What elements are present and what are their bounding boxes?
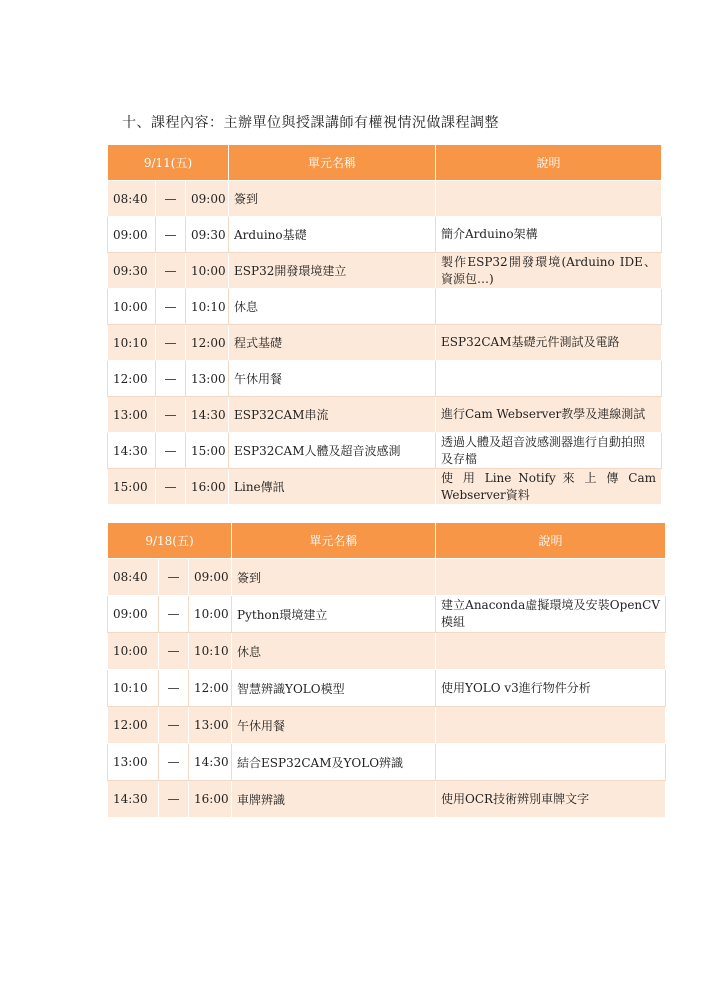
time-dash: — — [156, 469, 186, 505]
description — [436, 744, 666, 781]
description: 簡介Arduino架構 — [436, 217, 662, 253]
time-dash: — — [156, 289, 186, 325]
time-dash: — — [156, 397, 186, 433]
table-row — [108, 217, 662, 253]
time-dash: — — [159, 707, 189, 744]
table-row — [108, 397, 662, 433]
description: ESP32CAM基礎元件測試及電路 — [436, 325, 662, 361]
time-dash: — — [156, 181, 186, 217]
end-time: 09:30 — [186, 217, 229, 253]
start-time: 08:40 — [108, 559, 159, 596]
section-heading: 十、課程內容：主辦單位與授課講師有權視情況做課程調整 — [122, 115, 499, 131]
description — [436, 633, 666, 670]
end-time: 10:10 — [189, 633, 232, 670]
end-time: 10:00 — [186, 253, 229, 289]
end-time: 10:10 — [186, 289, 229, 325]
description: 使用OCR技術辨別車牌文字 — [436, 781, 666, 818]
table-row — [108, 559, 666, 596]
end-time: 12:00 — [189, 670, 232, 707]
unit-name: 午休用餐 — [232, 707, 436, 744]
unit-name: 智慧辨識YOLO模型 — [232, 670, 436, 707]
end-time: 16:00 — [189, 781, 232, 818]
time-dash: — — [156, 253, 186, 289]
time-dash: — — [159, 633, 189, 670]
start-time: 14:30 — [108, 433, 156, 469]
table-row — [108, 633, 666, 670]
table-row — [108, 469, 662, 505]
time-dash: — — [156, 361, 186, 397]
unit-name: 休息 — [229, 289, 436, 325]
unit-name: ESP32開發環境建立 — [229, 253, 436, 289]
table-row — [108, 325, 662, 361]
unit-name: Arduino基礎 — [229, 217, 436, 253]
description: 進行Cam Webserver教學及連線測試 — [436, 397, 662, 433]
unit-name: 程式基礎 — [229, 325, 436, 361]
unit-name: 簽到 — [232, 559, 436, 596]
description: 使 用 Line Notify 來 上 傳 Cam Webserver資料 — [436, 469, 662, 505]
start-time: 10:10 — [108, 670, 159, 707]
start-time: 08:40 — [108, 181, 156, 217]
description: 透過人體及超音波感測器進行自動拍照及存檔 — [436, 433, 662, 469]
description-header: 說明 — [436, 523, 666, 559]
unit-name-header: 單元名稱 — [229, 145, 436, 181]
unit-name: 簽到 — [229, 181, 436, 217]
table-row — [108, 744, 666, 781]
date-header: 9/11(五) — [108, 145, 229, 181]
start-time: 14:30 — [108, 781, 159, 818]
time-dash: — — [159, 781, 189, 818]
table-row — [108, 181, 662, 217]
description — [436, 181, 662, 217]
table-row — [108, 670, 666, 707]
time-dash: — — [159, 670, 189, 707]
description — [436, 361, 662, 397]
unit-name: 午休用餐 — [229, 361, 436, 397]
end-time: 16:00 — [186, 469, 229, 505]
table-row — [108, 361, 662, 397]
description: 建立Anaconda虛擬環境及安裝OpenCV模組 — [436, 596, 666, 633]
table-row — [108, 253, 662, 289]
start-time: 09:00 — [108, 217, 156, 253]
end-time: 14:30 — [189, 744, 232, 781]
end-time: 13:00 — [189, 707, 232, 744]
time-dash: — — [159, 744, 189, 781]
unit-name: 車牌辨識 — [232, 781, 436, 818]
unit-name: ESP32CAM串流 — [229, 397, 436, 433]
start-time: 12:00 — [108, 361, 156, 397]
description-header: 說明 — [436, 145, 662, 181]
start-time: 09:30 — [108, 253, 156, 289]
start-time: 10:00 — [108, 289, 156, 325]
time-dash: — — [156, 433, 186, 469]
end-time: 10:00 — [189, 596, 232, 633]
description — [436, 289, 662, 325]
time-dash: — — [159, 559, 189, 596]
time-dash: — — [156, 325, 186, 361]
time-dash: — — [156, 217, 186, 253]
start-time: 12:00 — [108, 707, 159, 744]
start-time: 09:00 — [108, 596, 159, 633]
end-time: 15:00 — [186, 433, 229, 469]
end-time: 13:00 — [186, 361, 229, 397]
date-header: 9/18(五) — [108, 523, 232, 559]
start-time: 15:00 — [108, 469, 156, 505]
table-row — [108, 707, 666, 744]
table-row — [108, 781, 666, 818]
schedule-table-0911 — [107, 144, 662, 505]
description — [436, 707, 666, 744]
time-dash: — — [159, 596, 189, 633]
end-time: 09:00 — [186, 181, 229, 217]
unit-name-header: 單元名稱 — [232, 523, 436, 559]
unit-name: ESP32CAM人體及超音波感測 — [229, 433, 436, 469]
unit-name: Line傳訊 — [229, 469, 436, 505]
start-time: 13:00 — [108, 744, 159, 781]
description: 製作ESP32開發環境(Arduino IDE、資源包…) — [436, 253, 662, 289]
unit-name: 休息 — [232, 633, 436, 670]
end-time: 12:00 — [186, 325, 229, 361]
end-time: 14:30 — [186, 397, 229, 433]
table-row — [108, 289, 662, 325]
start-time: 10:10 — [108, 325, 156, 361]
unit-name: Python環境建立 — [232, 596, 436, 633]
description — [436, 559, 666, 596]
table-row — [108, 596, 666, 633]
unit-name: 結合ESP32CAM及YOLO辨識 — [232, 744, 436, 781]
description: 使用YOLO v3進行物件分析 — [436, 670, 666, 707]
table-row — [108, 433, 662, 469]
end-time: 09:00 — [189, 559, 232, 596]
start-time: 13:00 — [108, 397, 156, 433]
start-time: 10:00 — [108, 633, 159, 670]
schedule-table-0918 — [107, 522, 666, 818]
